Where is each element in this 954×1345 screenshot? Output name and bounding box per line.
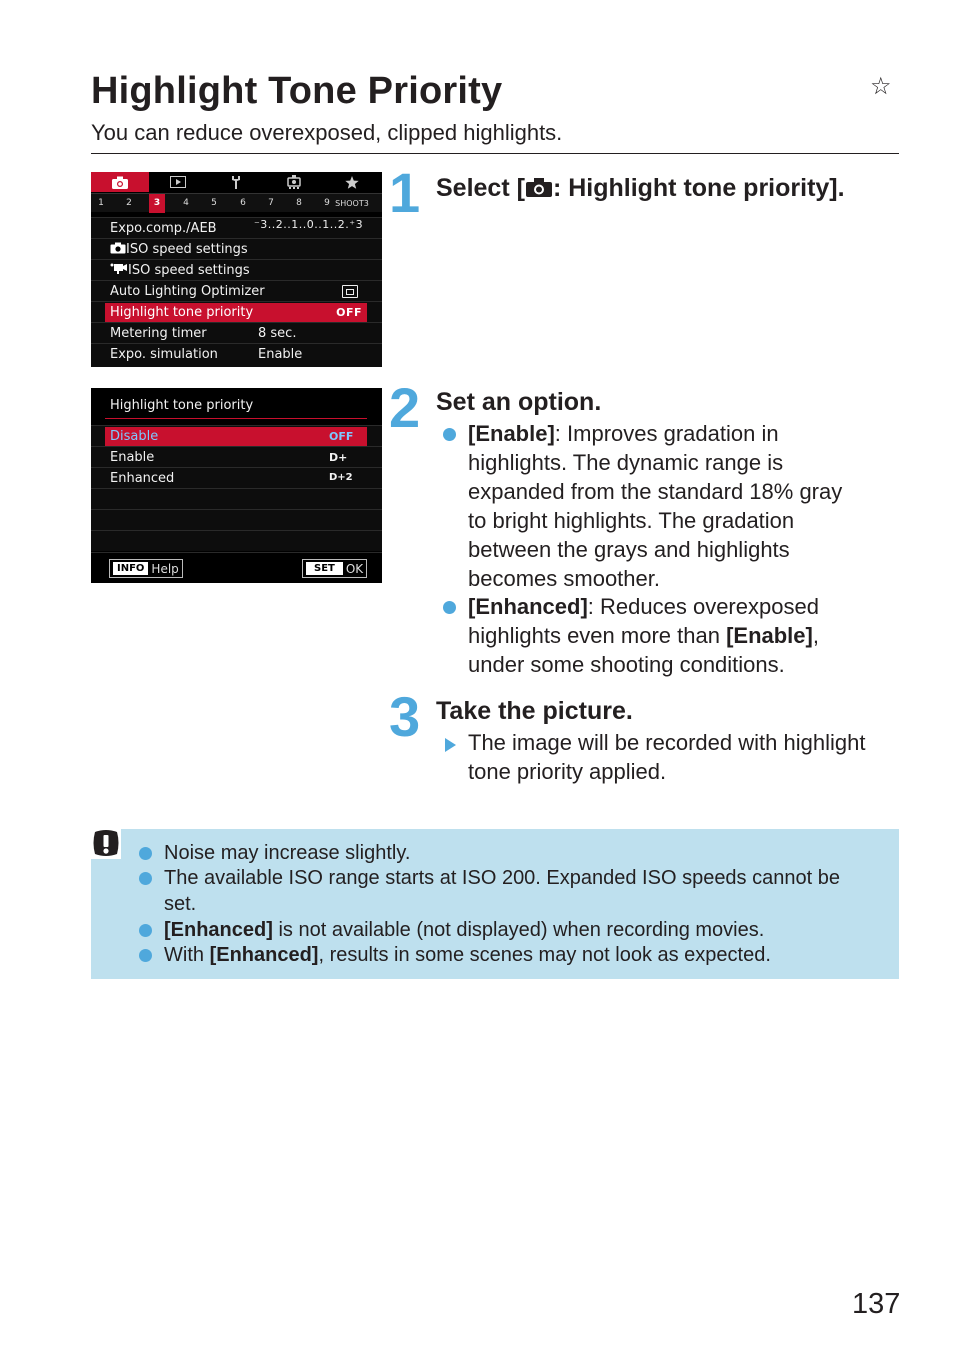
- option-label: Disable: [110, 429, 159, 444]
- step-2-enable-text: [Enable]: Improves gradation in highlights. The dynamic range is expanded from the standard 18% gray to bright highlights. The gradation between the grays and highlights becomes smoother.: [468, 421, 843, 591]
- camera-icon: [111, 176, 129, 189]
- d-plus-2-icon: D+2: [329, 472, 353, 483]
- page-num[interactable]: 4: [183, 198, 189, 208]
- page-num[interactable]: 7: [268, 198, 274, 208]
- bullet-icon: [139, 847, 152, 860]
- bullet-icon: [139, 949, 152, 962]
- step-2-title: Set an option.: [436, 388, 602, 416]
- advanced-star-icon: ☆: [870, 72, 892, 100]
- page-subtitle: You can reduce overexposed, clipped highlights.: [91, 120, 563, 145]
- heading-underline: [105, 418, 367, 419]
- step-3-title: Take the picture.: [436, 697, 633, 725]
- option-label: Enhanced: [110, 471, 175, 486]
- option-label: Enable: [110, 450, 155, 465]
- step-number-1: 1: [389, 161, 421, 224]
- menu-row-label: ISO speed settings: [126, 242, 248, 257]
- page-num[interactable]: 8: [296, 198, 302, 208]
- d-plus-icon: D+: [329, 451, 348, 464]
- bullet-icon: [443, 428, 456, 441]
- page-num[interactable]: 2: [126, 198, 132, 208]
- tab-mymenu[interactable]: [323, 172, 381, 192]
- set-chip: SET: [306, 562, 343, 575]
- result-arrow-icon: [445, 738, 456, 752]
- step-number-2: 2: [389, 376, 421, 439]
- menu-row-metering-timer[interactable]: [91, 322, 382, 343]
- off-icon: OFF: [329, 430, 354, 443]
- empty-row: [91, 530, 382, 551]
- empty-row: [91, 509, 382, 530]
- page-number: 137: [852, 1288, 901, 1320]
- exposure-scale: ⁻3..2..1..0..1..2.⁺3: [254, 218, 364, 231]
- page-num[interactable]: 1: [98, 198, 104, 208]
- set-ok-button[interactable]: [302, 559, 367, 578]
- menu-row-expo-sim[interactable]: [91, 343, 382, 367]
- page-num-active[interactable]: 3: [149, 194, 165, 213]
- tab-custom[interactable]: [265, 172, 323, 192]
- menu-page-numbers: [91, 193, 382, 212]
- camera-icon: [525, 177, 553, 197]
- page-num[interactable]: 9: [324, 198, 330, 208]
- step-3-result-text: The image will be recorded with highlight tone priority applied.: [468, 730, 866, 784]
- menu-row-value: 8 sec.: [258, 326, 297, 341]
- page-num[interactable]: 6: [240, 198, 246, 208]
- empty-row: [91, 488, 382, 509]
- note-2-line-1: The available ISO range starts at ISO 200. Expanded ISO speeds cannot be: [164, 867, 840, 889]
- menu-row-label: Highlight tone priority: [110, 305, 254, 320]
- page-title: Highlight Tone Priority: [91, 70, 503, 112]
- menu-row-value: Enable: [258, 347, 303, 362]
- menu-row-iso-photo[interactable]: [91, 238, 382, 259]
- menu-row-label: Expo.comp./AEB: [110, 221, 217, 236]
- bullet-icon: [139, 872, 152, 885]
- off-badge: OFF: [336, 306, 362, 319]
- custom-functions-icon: [286, 175, 302, 189]
- tab-playback[interactable]: [149, 172, 207, 192]
- step-1-title: Select [ : Highlight tone priority].: [436, 174, 845, 202]
- note-4: With [Enhanced], results in some scenes may not look as expected.: [164, 944, 771, 966]
- bullet-icon: [443, 601, 456, 614]
- menu-row-alo[interactable]: [91, 280, 382, 301]
- menu-row-label: ISO speed settings: [128, 263, 250, 278]
- option-enhanced[interactable]: [91, 467, 382, 488]
- menu-row-label: Auto Lighting Optimizer: [110, 284, 265, 299]
- header-divider: [91, 153, 899, 154]
- info-help-button[interactable]: [109, 559, 183, 578]
- camera-icon: [110, 242, 126, 254]
- page-num[interactable]: 5: [211, 198, 217, 208]
- note-3: [Enhanced] is not available (not displayed) when recording movies.: [164, 919, 765, 941]
- note-1: Noise may increase slightly.: [164, 842, 411, 864]
- highlight-tone-options-screen: [91, 388, 382, 583]
- option-enable[interactable]: [91, 446, 382, 467]
- camera-menu-screen: [91, 172, 382, 367]
- menu-row-highlight-tone[interactable]: [91, 301, 382, 322]
- menu-row-label: Expo. simulation: [110, 347, 218, 362]
- step-number-3: 3: [389, 685, 421, 748]
- menu-row-label: Metering timer: [110, 326, 207, 341]
- star-icon: [345, 176, 359, 189]
- page-shoot-label: SHOOT3: [335, 199, 369, 208]
- menu-row-iso-movie[interactable]: [91, 259, 382, 280]
- caution-icon: [91, 829, 121, 859]
- note-2-line-2: set.: [164, 893, 197, 915]
- step-2-enhanced-text: [Enhanced]: Reduces overexposed highlights even more than [Enable], under some shooting conditions.: [468, 594, 819, 677]
- bullet-icon: [139, 924, 152, 937]
- option-disable[interactable]: [91, 425, 382, 446]
- playback-icon: [170, 176, 186, 188]
- info-chip: INFO: [113, 562, 148, 575]
- screen-footer: [91, 552, 382, 583]
- tab-shooting[interactable]: [91, 172, 149, 192]
- auto-lighting-optimizer-icon: [342, 285, 358, 298]
- options-heading: Highlight tone priority: [110, 398, 254, 413]
- wrench-icon: [230, 175, 242, 189]
- tab-setup[interactable]: [207, 172, 265, 192]
- help-label: Help: [151, 561, 179, 576]
- movie-camera-icon: [110, 263, 128, 275]
- menu-row-expo-comp[interactable]: [91, 217, 382, 238]
- ok-label: OK: [345, 561, 364, 576]
- menu-tab-bar: [91, 172, 382, 192]
